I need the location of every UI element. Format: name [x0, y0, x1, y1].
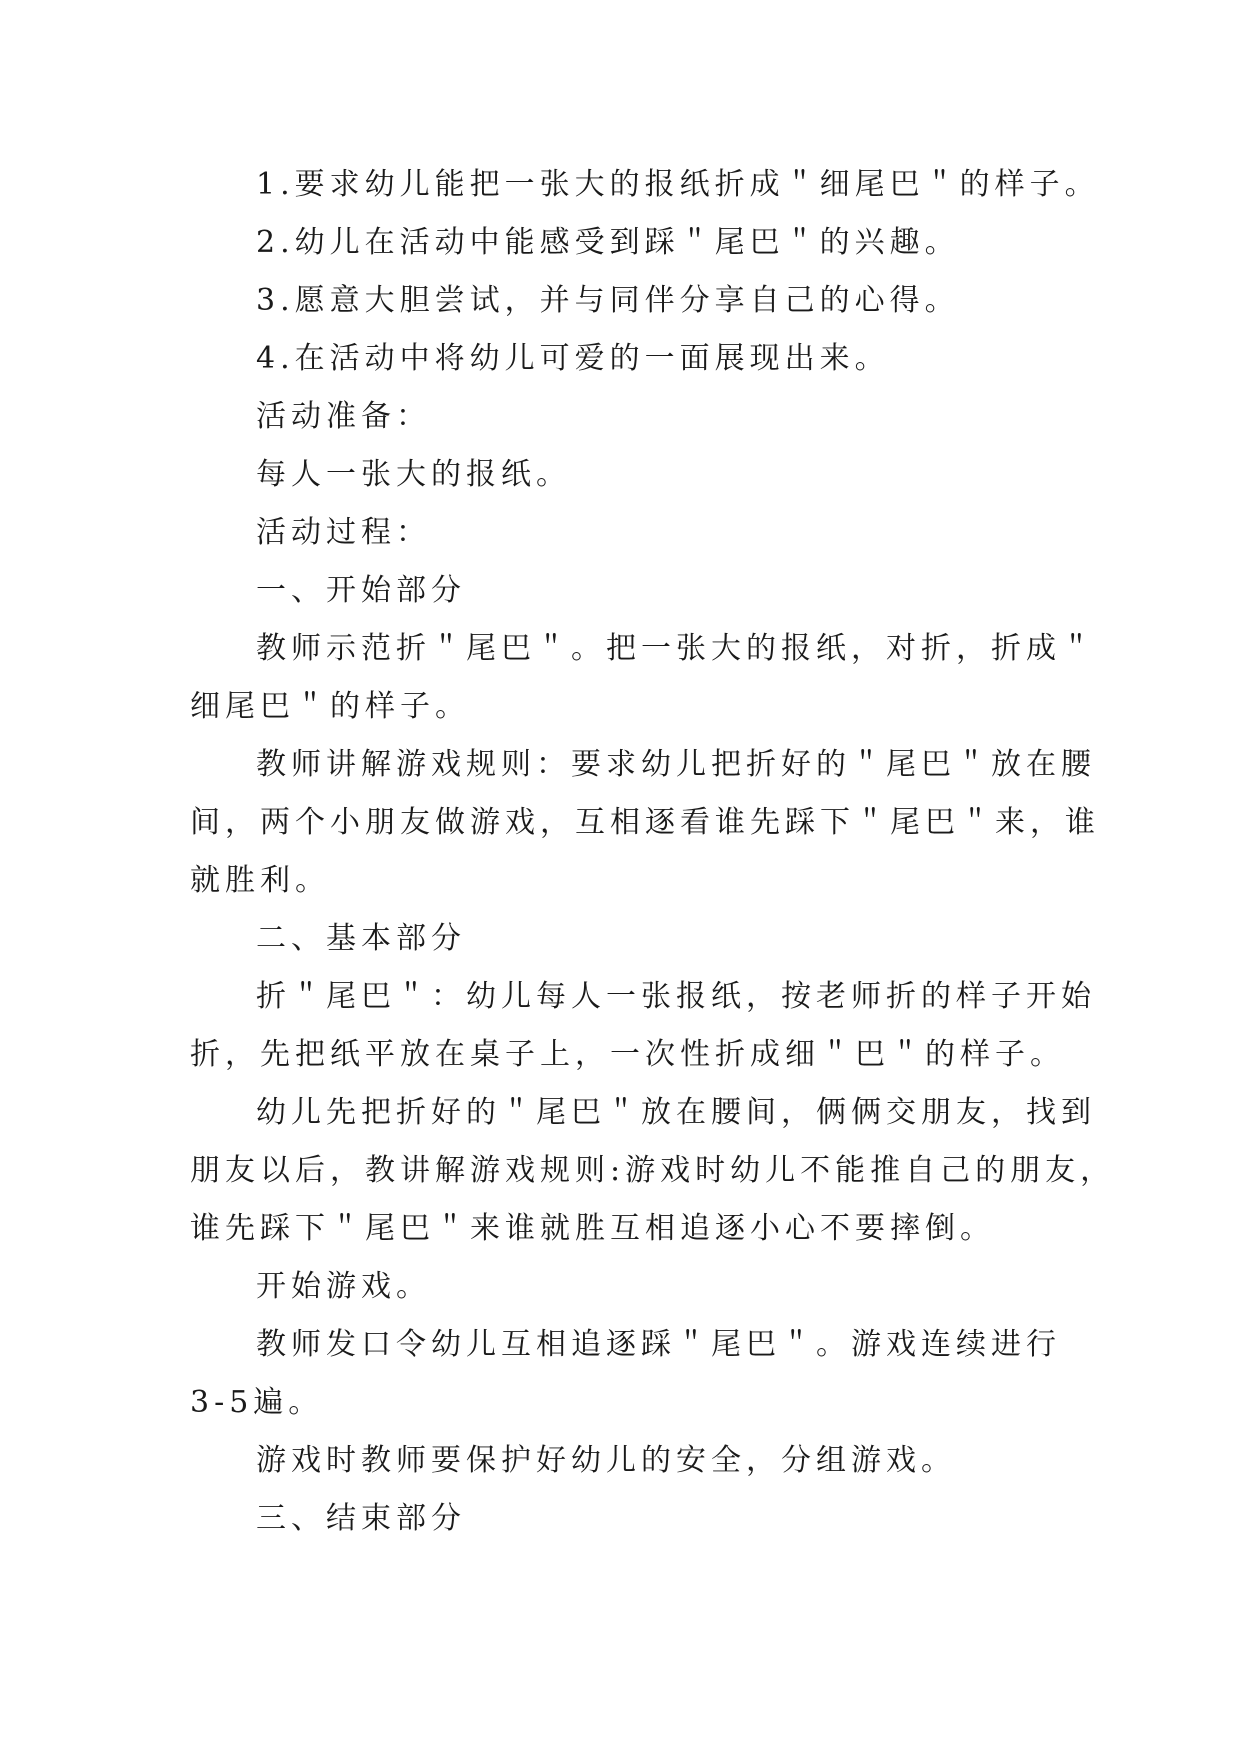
command-line-2: 3-5遍。	[190, 1385, 324, 1420]
pair-up-line-3: 谁先踩下＂尾巴＂来谁就胜互相追逐小心不要摔倒。	[190, 1211, 995, 1246]
start-game: 开始游戏。	[256, 1269, 431, 1304]
preparation-text: 每人一张大的报纸。	[256, 457, 571, 492]
subheading-start: 一、开始部分	[256, 573, 466, 608]
document-body	[190, 156, 1116, 1548]
objective-4: 4.在活动中将幼儿可爱的一面展现出来。	[256, 341, 890, 376]
objective-3: 3.愿意大胆尝试，并与同伴分享自己的心得。	[256, 283, 960, 318]
subheading-basic: 二、基本部分	[256, 921, 466, 956]
rules-line-3: 就胜利。	[190, 863, 330, 898]
teacher-demo-line-2: 细尾巴＂的样子。	[190, 689, 470, 724]
fold-tail-line-2: 折，先把纸平放在桌子上，一次性折成细＂巴＂的样子。	[190, 1037, 1065, 1072]
objective-2: 2.幼儿在活动中能感受到踩＂尾巴＂的兴趣。	[256, 225, 960, 260]
objective-1: 1.要求幼儿能把一张大的报纸折成＂细尾巴＂的样子。	[256, 167, 1100, 202]
rules-line-1: 教师讲解游戏规则：要求幼儿把折好的＂尾巴＂放在腰	[256, 747, 1096, 782]
pair-up-line-1: 幼儿先把折好的＂尾巴＂放在腰间，俩俩交朋友，找到	[256, 1095, 1096, 1130]
pair-up-line-2: 朋友以后，教讲解游戏规则:游戏时幼儿不能推自己的朋友，	[190, 1153, 1116, 1188]
subheading-end: 三、结束部分	[256, 1501, 466, 1536]
fold-tail-line-1: 折＂尾巴＂：幼儿每人一张报纸，按老师折的样子开始	[256, 979, 1096, 1014]
teacher-demo-line-1: 教师示范折＂尾巴＂。把一张大的报纸，对折，折成＂	[256, 631, 1096, 666]
section-heading-process: 活动过程：	[256, 515, 431, 550]
rules-line-2: 间，两个小朋友做游戏，互相逐看谁先踩下＂尾巴＂来，谁	[190, 805, 1100, 840]
command-line-1: 教师发口令幼儿互相追逐踩＂尾巴＂。游戏连续进行	[256, 1327, 1061, 1362]
safety-note: 游戏时教师要保护好幼儿的安全，分组游戏。	[256, 1443, 956, 1478]
section-heading-preparation: 活动准备：	[256, 399, 431, 434]
